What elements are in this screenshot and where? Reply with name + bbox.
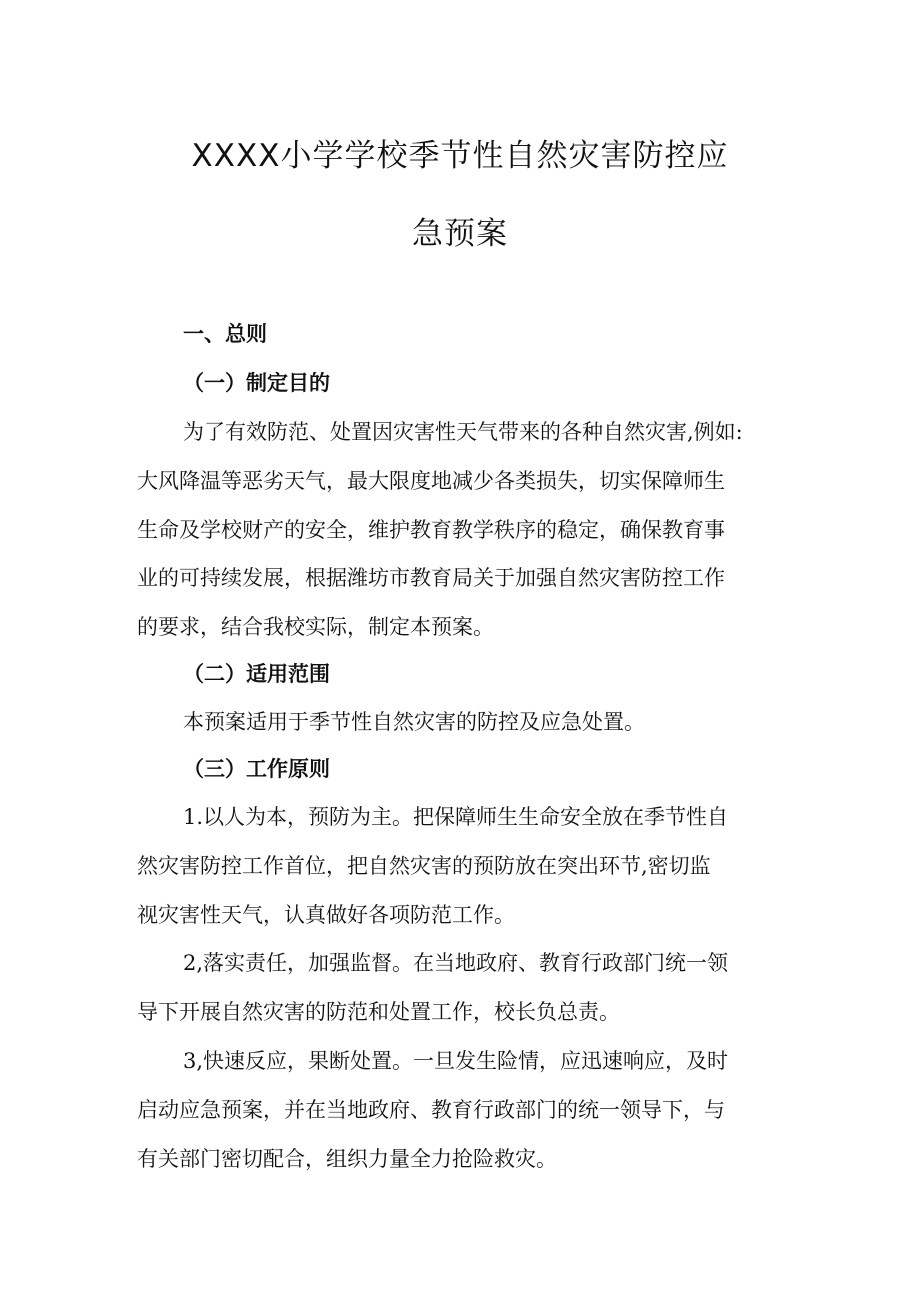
subsection-heading-scope: （二）适用范围: [183, 662, 330, 686]
principle-1-line: 然灾害防控工作首位，把自然灾害的预防放在突出环节,密切监: [137, 854, 711, 878]
document-title-line-1: XXXX小学学校季节性自然灾害防控应: [191, 138, 729, 174]
section-heading-general: 一、总则: [183, 322, 267, 346]
document-title-line-2: 急预案: [412, 216, 508, 252]
principle-2-line: 导下开展自然灾害的防范和处置工作，校长负总责。: [137, 1000, 620, 1024]
scope-paragraph-line: 本预案适用于季节性自然灾害的防控及应急处置。: [183, 710, 645, 734]
purpose-paragraph-line: 为了有效防范、处置因灾害性天气带来的各种自然灾害,例如:: [183, 420, 743, 444]
principle-3-line: 启动应急预案，并在当地政府、教育行政部门的统一领导下，与: [137, 1098, 725, 1122]
purpose-paragraph-line: 生命及学校财产的安全，维护教育教学秩序的稳定，确保教育事: [137, 518, 725, 542]
subsection-heading-purpose: （一）制定目的: [183, 371, 330, 395]
principle-1-line: 视灾害性天气，认真做好各项防范工作。: [137, 903, 515, 927]
subsection-heading-principles: （三）工作原则: [183, 757, 330, 781]
principle-3-line: 3,快速反应，果断处置。一旦发生险情，应迅速响应，及时: [183, 1049, 729, 1073]
principle-1-line: 1.以人为本，预防为主。把保障师生生命安全放在季节性自: [183, 805, 729, 829]
purpose-paragraph-line: 业的可持续发展，根据潍坊市教育局关于加强自然灾害防控工作: [137, 566, 725, 590]
principle-2-line: 2,落实责任，加强监督。在当地政府、教育行政部门统一领: [183, 951, 729, 975]
purpose-paragraph-line: 大风降温等恶劣天气，最大限度地减少各类损失，切实保障师生: [137, 469, 725, 493]
purpose-paragraph-line: 的要求，结合我校实际，制定本预案。: [137, 615, 494, 639]
principle-3-line: 有关部门密切配合，组织力量全力抢险救灾。: [137, 1147, 557, 1171]
